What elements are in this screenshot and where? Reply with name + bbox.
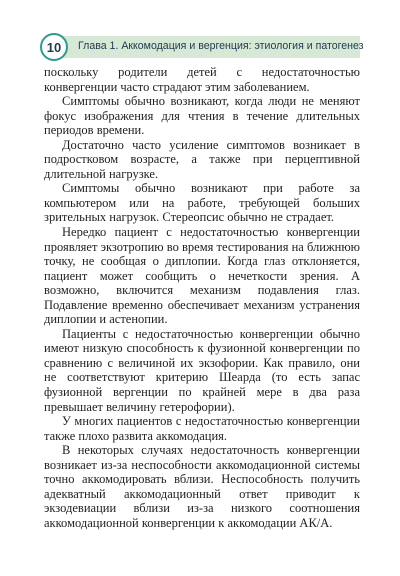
paragraph: Достаточно часто усиление симптомов возникает в подростковом возрасте, а также при перцептивной длительной нагрузке. <box>44 137 360 181</box>
paragraph: В некоторых случаях недостаточность конвергенции возникает из-за неспособности аккомодационной системы точно аккомодировать вблизи. Неспособность получить адекватный аккомодационный ответ приводит к экзодевиации вблизи из-за низкого соотношения аккомодационной конвергенции к аккомодации АК/А. <box>44 443 360 530</box>
page-body <box>44 65 360 531</box>
paragraph: Пациенты с недостаточностью конвергенции обычно имеют низкую способность к фузионной конвергенции по сравнению с величиной их экзофории. Как правило, они не соответствуют критерию Шеарда (то есть запас фузионной вергенции по крайней мере в два раза превышает величину гетерофории). <box>44 326 360 414</box>
paragraph: Симптомы обычно возникают при работе за компьютером или на работе, требующей больших зрительных нагрузок. Стереопсис обычно не страдает. <box>44 181 360 225</box>
paragraph-continued: поскольку родители детей с недостаточностью конвергенции часто страдают этим заболеванием. <box>44 65 360 94</box>
chapter-title: Глава 1. Аккомодация и вергенция: этиология и патогенез <box>78 40 364 52</box>
page-number-badge <box>40 33 68 61</box>
paragraph: Симптомы обычно возникают, когда люди не меняют фокус изображения для чтения в течение длительных периодов времени. <box>44 94 360 138</box>
page-number: 10 <box>46 39 62 55</box>
running-header <box>40 33 364 61</box>
paragraph: Нередко пациент с недостаточностью конвергенции проявляет экзотропию во время тестирования на ближнюю точку, не сообщая о диплопии. Когда глаз отклоняется, пациент может сообщить о нечеткости зрения. А возможно, включится механизм подавления глаз. Подавление временно обеспечивает механизм устранения диплопии и астенопии. <box>44 225 360 327</box>
paragraph: У многих пациентов с недостаточностью конвергенции также плохо развита аккомодация. <box>44 414 360 443</box>
